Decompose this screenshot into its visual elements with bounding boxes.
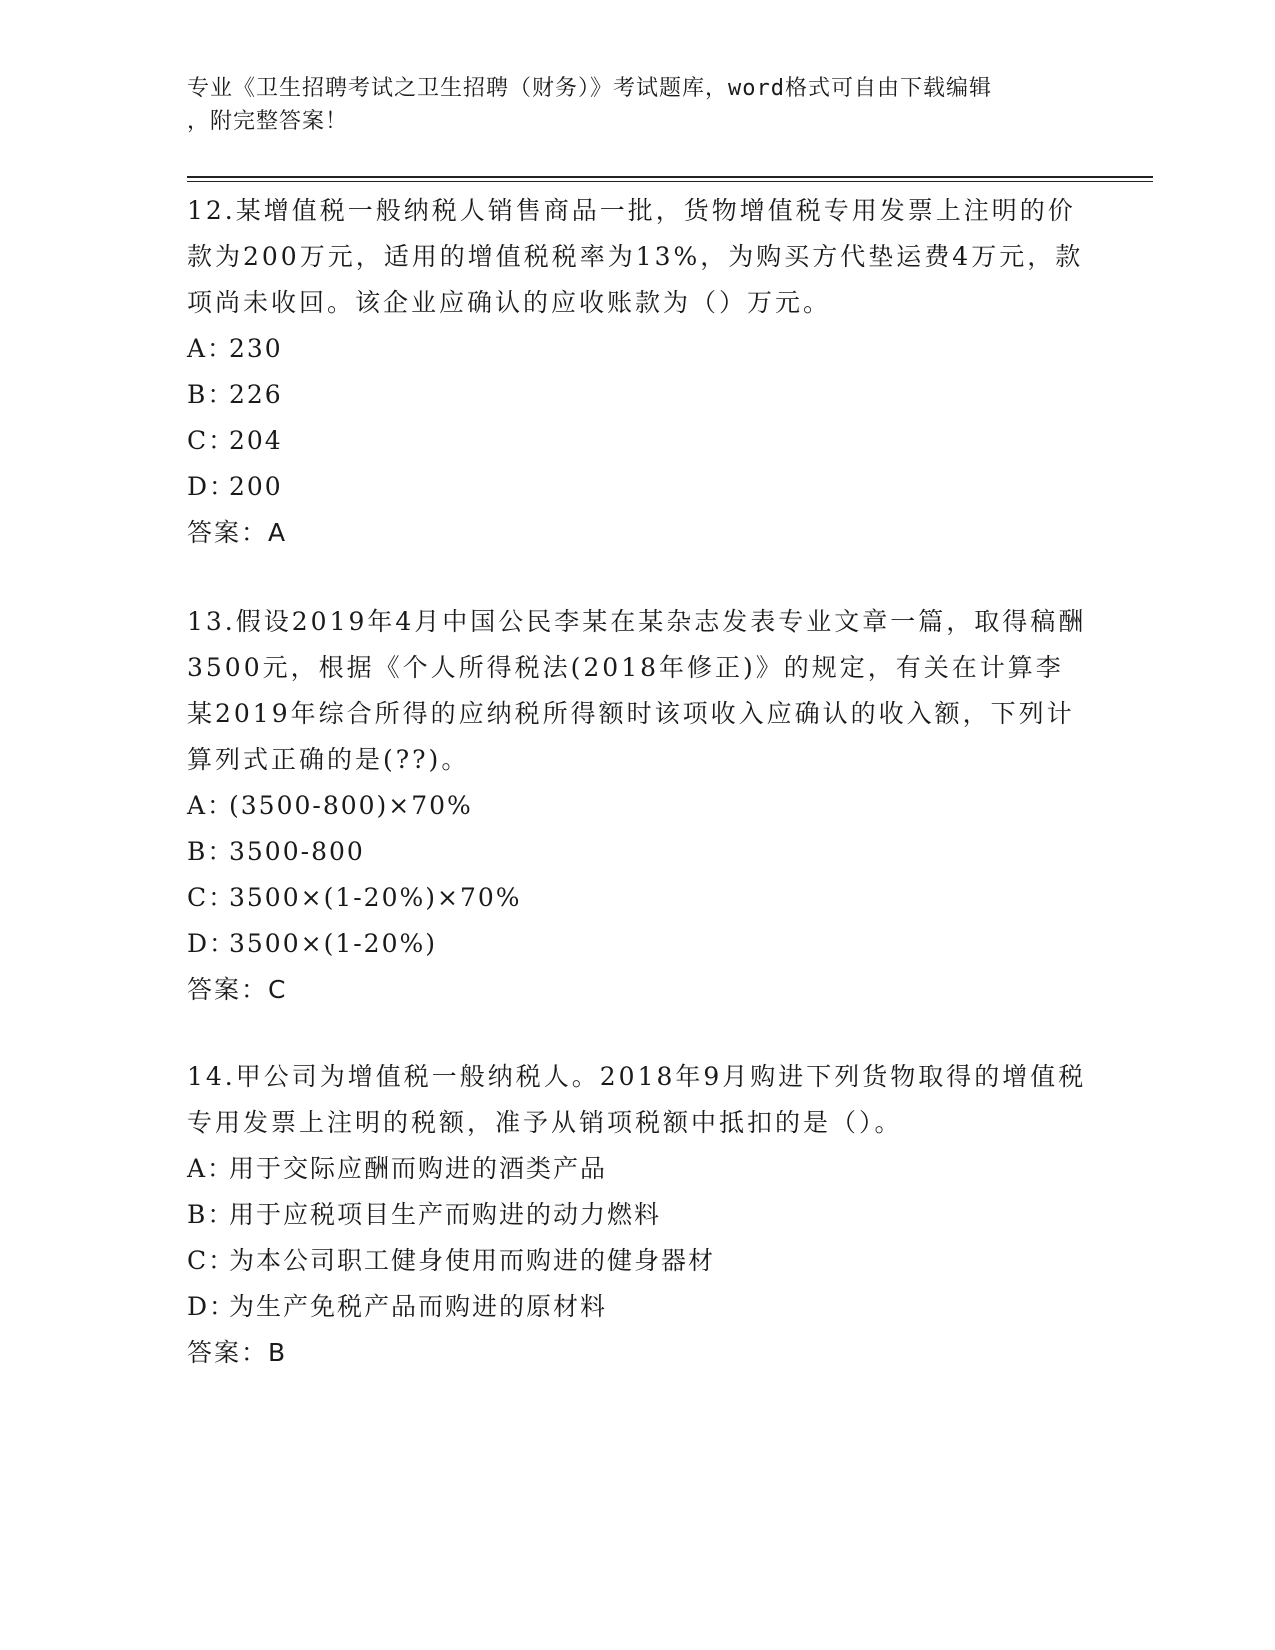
option-key: D： xyxy=(187,929,237,958)
option-value: (3500-800)×70% xyxy=(229,791,473,820)
option-c xyxy=(187,418,1087,464)
option-key: B： xyxy=(187,1200,235,1229)
option-value: 3500×(1-20%)×70% xyxy=(229,883,522,912)
option-value: 200 xyxy=(229,472,283,501)
option-b xyxy=(187,372,1087,418)
answer-line: 答案：B xyxy=(187,1338,288,1367)
option-key: D： xyxy=(187,472,237,501)
option-d xyxy=(187,1284,1087,1330)
option-a xyxy=(187,326,1087,372)
option-key: C： xyxy=(187,883,236,912)
question-13 xyxy=(187,599,1087,1013)
option-value: 用于交际应酬而购进的酒类产品 xyxy=(229,1154,608,1183)
answer-line: 答案：C xyxy=(187,975,288,1004)
question-text: 14.甲公司为增值税一般纳税人。2018年9月购进下列货物取得的增值税专用发票上注明的税额，准予从销项税额中抵扣的是（）。 xyxy=(187,1062,1087,1137)
option-d xyxy=(187,921,1087,967)
header-line-1: 专业《卫生招聘考试之卫生招聘（财务）》考试题库，word格式可自由下载编辑 xyxy=(187,76,992,101)
header-line-2: ，附完整答案！ xyxy=(187,109,349,134)
answer-line: 答案：A xyxy=(187,518,288,547)
option-key: A： xyxy=(187,334,235,363)
option-value: 为本公司职工健身使用而购进的健身器材 xyxy=(229,1246,716,1275)
option-key: A： xyxy=(187,1154,235,1183)
option-c xyxy=(187,1238,1087,1284)
question-text: 13.假设2019年4月中国公民李某在某杂志发表专业文章一篇，取得稿酬3500元，根据《个人所得税法(2018年修正)》的规定，有关在计算李某2019年综合所得的应纳税所得额时该项收入应确认的收入额，下列计算列式正确的是(??)。 xyxy=(187,607,1087,774)
question-12 xyxy=(187,188,1087,556)
option-key: A： xyxy=(187,791,235,820)
question-14 xyxy=(187,1054,1087,1376)
option-value: 3500×(1-20%) xyxy=(229,929,437,958)
option-a xyxy=(187,783,1087,829)
option-value: 230 xyxy=(229,334,283,363)
option-value: 为生产免税产品而购进的原材料 xyxy=(229,1292,608,1321)
option-value: 226 xyxy=(229,380,283,409)
option-key: C： xyxy=(187,1246,236,1275)
header-divider-thin xyxy=(187,181,1153,182)
option-key: B： xyxy=(187,380,235,409)
option-value: 204 xyxy=(229,426,283,455)
document-header xyxy=(187,72,1087,138)
option-key: D： xyxy=(187,1292,237,1321)
option-key: B： xyxy=(187,837,235,866)
header-divider-thick xyxy=(187,176,1153,178)
option-d xyxy=(187,464,1087,510)
option-a xyxy=(187,1146,1087,1192)
option-key: C： xyxy=(187,426,236,455)
option-b xyxy=(187,1192,1087,1238)
option-b xyxy=(187,829,1087,875)
option-value: 用于应税项目生产而购进的动力燃料 xyxy=(229,1200,662,1229)
option-value: 3500-800 xyxy=(229,837,365,866)
question-text: 12.某增值税一般纳税人销售商品一批，货物增值税专用发票上注明的价款为200万元，适用的增值税税率为13%，为购买方代垫运费4万元，款项尚未收回。该企业应确认的应收账款为（）万元。 xyxy=(187,196,1084,317)
option-c xyxy=(187,875,1087,921)
